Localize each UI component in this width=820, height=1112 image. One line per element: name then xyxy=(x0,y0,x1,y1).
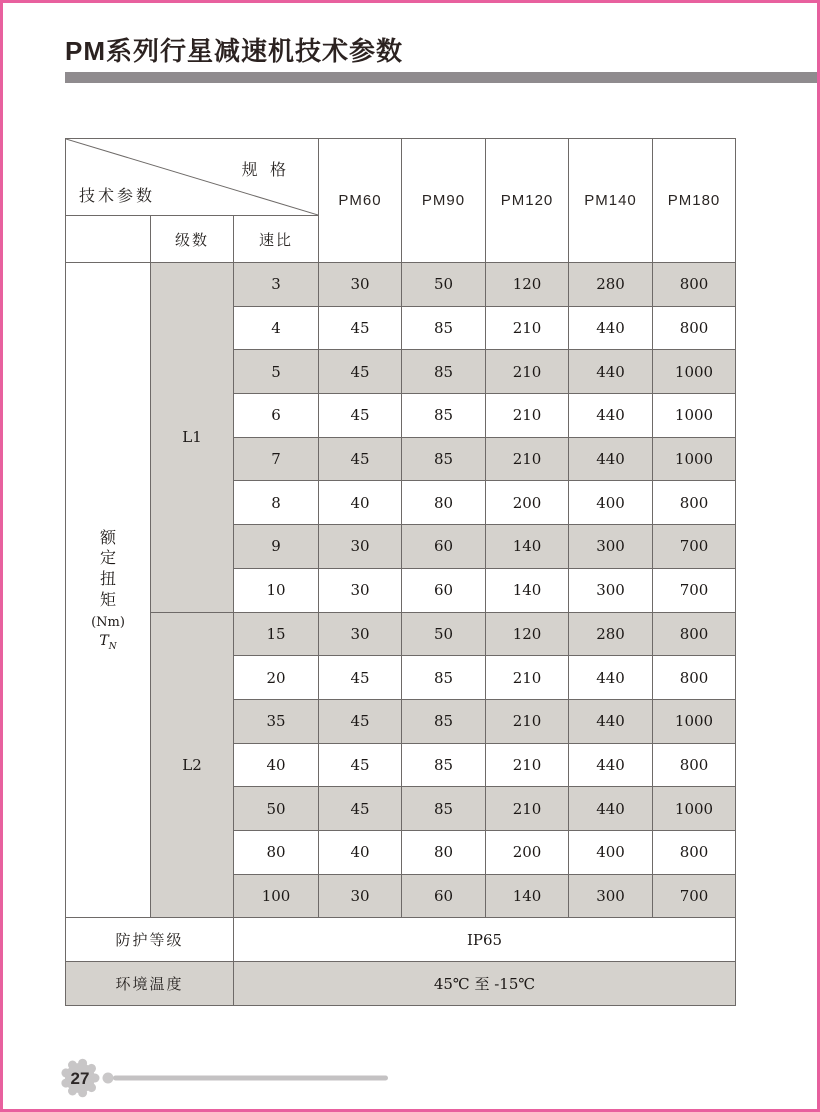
extra-row-value: 45℃ 至 -15℃ xyxy=(234,962,736,1006)
header-row-1 xyxy=(66,139,736,216)
torque-value-cell: 800 xyxy=(653,830,736,874)
torque-value-cell: 210 xyxy=(486,699,569,743)
torque-value-cell: 210 xyxy=(486,437,569,481)
footer-line-dot xyxy=(103,1073,114,1084)
torque-value-cell: 85 xyxy=(402,699,486,743)
ratio-cell: 10 xyxy=(234,568,319,612)
ratio-column-header: 速比 xyxy=(234,216,319,263)
param-label: 技术参数 xyxy=(79,188,156,205)
ratio-cell: 50 xyxy=(234,787,319,831)
torque-value-cell: 440 xyxy=(569,699,653,743)
torque-value-cell: 85 xyxy=(402,394,486,438)
ratio-cell: 35 xyxy=(234,699,319,743)
torque-value-cell: 800 xyxy=(653,481,736,525)
torque-value-cell: 1000 xyxy=(653,787,736,831)
torque-value-cell: 800 xyxy=(653,306,736,350)
ratio-cell: 100 xyxy=(234,874,319,918)
torque-value-cell: 50 xyxy=(402,263,486,307)
torque-value-cell: 440 xyxy=(569,656,653,700)
column-header-pm60: PM60 xyxy=(319,139,402,263)
torque-value-cell: 440 xyxy=(569,743,653,787)
torque-value-cell: 45 xyxy=(319,656,402,700)
column-header-pm90: PM90 xyxy=(402,139,486,263)
table-body xyxy=(66,263,736,1006)
torque-value-cell: 40 xyxy=(319,481,402,525)
torque-value-cell: 30 xyxy=(319,568,402,612)
empty-corner-cell xyxy=(66,216,151,263)
torque-value-cell: 45 xyxy=(319,743,402,787)
torque-value-cell: 50 xyxy=(402,612,486,656)
column-header-pm120: PM120 xyxy=(486,139,569,263)
torque-value-cell: 45 xyxy=(319,306,402,350)
torque-value-cell: 210 xyxy=(486,656,569,700)
torque-value-cell: 80 xyxy=(402,481,486,525)
torque-value-cell: 140 xyxy=(486,568,569,612)
torque-value-cell: 40 xyxy=(319,830,402,874)
torque-value-cell: 85 xyxy=(402,306,486,350)
torque-value-cell: 45 xyxy=(319,787,402,831)
stage-cell-l1: L1 xyxy=(151,263,234,613)
page-footer xyxy=(53,1053,393,1101)
extra-row-label: 环境温度 xyxy=(66,962,234,1006)
ratio-cell: 3 xyxy=(234,263,319,307)
page-title: PM系列行星减速机技术参数 xyxy=(65,36,404,66)
page-number: 27 xyxy=(70,1069,90,1088)
torque-value-cell: 120 xyxy=(486,612,569,656)
spec-table xyxy=(65,138,736,1006)
torque-value-cell: 140 xyxy=(486,874,569,918)
ratio-cell: 80 xyxy=(234,830,319,874)
footer-rule xyxy=(113,1076,388,1081)
torque-row-label xyxy=(66,263,151,918)
torque-value-cell: 1000 xyxy=(653,394,736,438)
torque-value-cell: 85 xyxy=(402,743,486,787)
torque-value-cell: 700 xyxy=(653,568,736,612)
torque-value-cell: 210 xyxy=(486,350,569,394)
torque-value-cell: 440 xyxy=(569,306,653,350)
torque-value-cell: 200 xyxy=(486,830,569,874)
torque-value-cell: 400 xyxy=(569,481,653,525)
ratio-cell: 5 xyxy=(234,350,319,394)
extra-row-value: IP65 xyxy=(234,918,736,962)
extra-row-label: 防护等级 xyxy=(66,918,234,962)
torque-value-cell: 440 xyxy=(569,437,653,481)
torque-value-cell: 45 xyxy=(319,350,402,394)
torque-value-cell: 80 xyxy=(402,830,486,874)
torque-value-cell: 280 xyxy=(569,612,653,656)
torque-value-cell: 60 xyxy=(402,525,486,569)
ratio-cell: 15 xyxy=(234,612,319,656)
torque-value-cell: 85 xyxy=(402,350,486,394)
torque-value-cell: 440 xyxy=(569,787,653,831)
spec-label: 规 格 xyxy=(241,162,291,179)
torque-value-cell: 85 xyxy=(402,656,486,700)
table-row xyxy=(66,263,736,307)
torque-value-cell: 30 xyxy=(319,263,402,307)
torque-value-cell: 1000 xyxy=(653,350,736,394)
torque-value-cell: 45 xyxy=(319,437,402,481)
torque-value-cell: 210 xyxy=(486,743,569,787)
torque-value-cell: 440 xyxy=(569,394,653,438)
torque-value-cell: 210 xyxy=(486,787,569,831)
torque-value-cell: 60 xyxy=(402,874,486,918)
table-row xyxy=(66,612,736,656)
torque-value-cell: 400 xyxy=(569,830,653,874)
torque-symbol: $T_N$ xyxy=(99,632,117,652)
title-underline-bar xyxy=(65,72,817,83)
ratio-cell: 4 xyxy=(234,306,319,350)
torque-value-cell: 30 xyxy=(319,525,402,569)
torque-value-cell: 85 xyxy=(402,787,486,831)
ratio-cell: 9 xyxy=(234,525,319,569)
corner-cell xyxy=(66,139,319,216)
table-row xyxy=(66,962,736,1006)
torque-value-cell: 800 xyxy=(653,656,736,700)
torque-value-cell: 85 xyxy=(402,437,486,481)
column-header-pm140: PM140 xyxy=(569,139,653,263)
torque-unit: (Nm) xyxy=(91,614,125,630)
torque-value-cell: 200 xyxy=(486,481,569,525)
ratio-cell: 20 xyxy=(234,656,319,700)
torque-value-cell: 440 xyxy=(569,350,653,394)
ratio-cell: 7 xyxy=(234,437,319,481)
torque-value-cell: 800 xyxy=(653,743,736,787)
torque-value-cell: 210 xyxy=(486,306,569,350)
torque-value-cell: 120 xyxy=(486,263,569,307)
torque-value-cell: 300 xyxy=(569,874,653,918)
torque-value-cell: 700 xyxy=(653,874,736,918)
ratio-cell: 8 xyxy=(234,481,319,525)
table-row xyxy=(66,918,736,962)
torque-value-cell: 30 xyxy=(319,612,402,656)
torque-value-cell: 60 xyxy=(402,568,486,612)
torque-value-cell: 800 xyxy=(653,612,736,656)
torque-value-cell: 1000 xyxy=(653,437,736,481)
torque-label-chars: 额定扭矩 xyxy=(99,529,116,610)
ratio-cell: 6 xyxy=(234,394,319,438)
torque-value-cell: 700 xyxy=(653,525,736,569)
ratio-cell: 40 xyxy=(234,743,319,787)
torque-value-cell: 300 xyxy=(569,568,653,612)
torque-value-cell: 30 xyxy=(319,874,402,918)
stage-column-header: 级数 xyxy=(151,216,234,263)
column-header-pm180: PM180 xyxy=(653,139,736,263)
torque-value-cell: 45 xyxy=(319,699,402,743)
torque-value-cell: 1000 xyxy=(653,699,736,743)
torque-value-cell: 800 xyxy=(653,263,736,307)
torque-value-cell: 300 xyxy=(569,525,653,569)
table-header xyxy=(66,139,736,263)
torque-value-cell: 280 xyxy=(569,263,653,307)
torque-value-cell: 210 xyxy=(486,394,569,438)
stage-cell-l2: L2 xyxy=(151,612,234,918)
torque-value-cell: 140 xyxy=(486,525,569,569)
torque-value-cell: 45 xyxy=(319,394,402,438)
